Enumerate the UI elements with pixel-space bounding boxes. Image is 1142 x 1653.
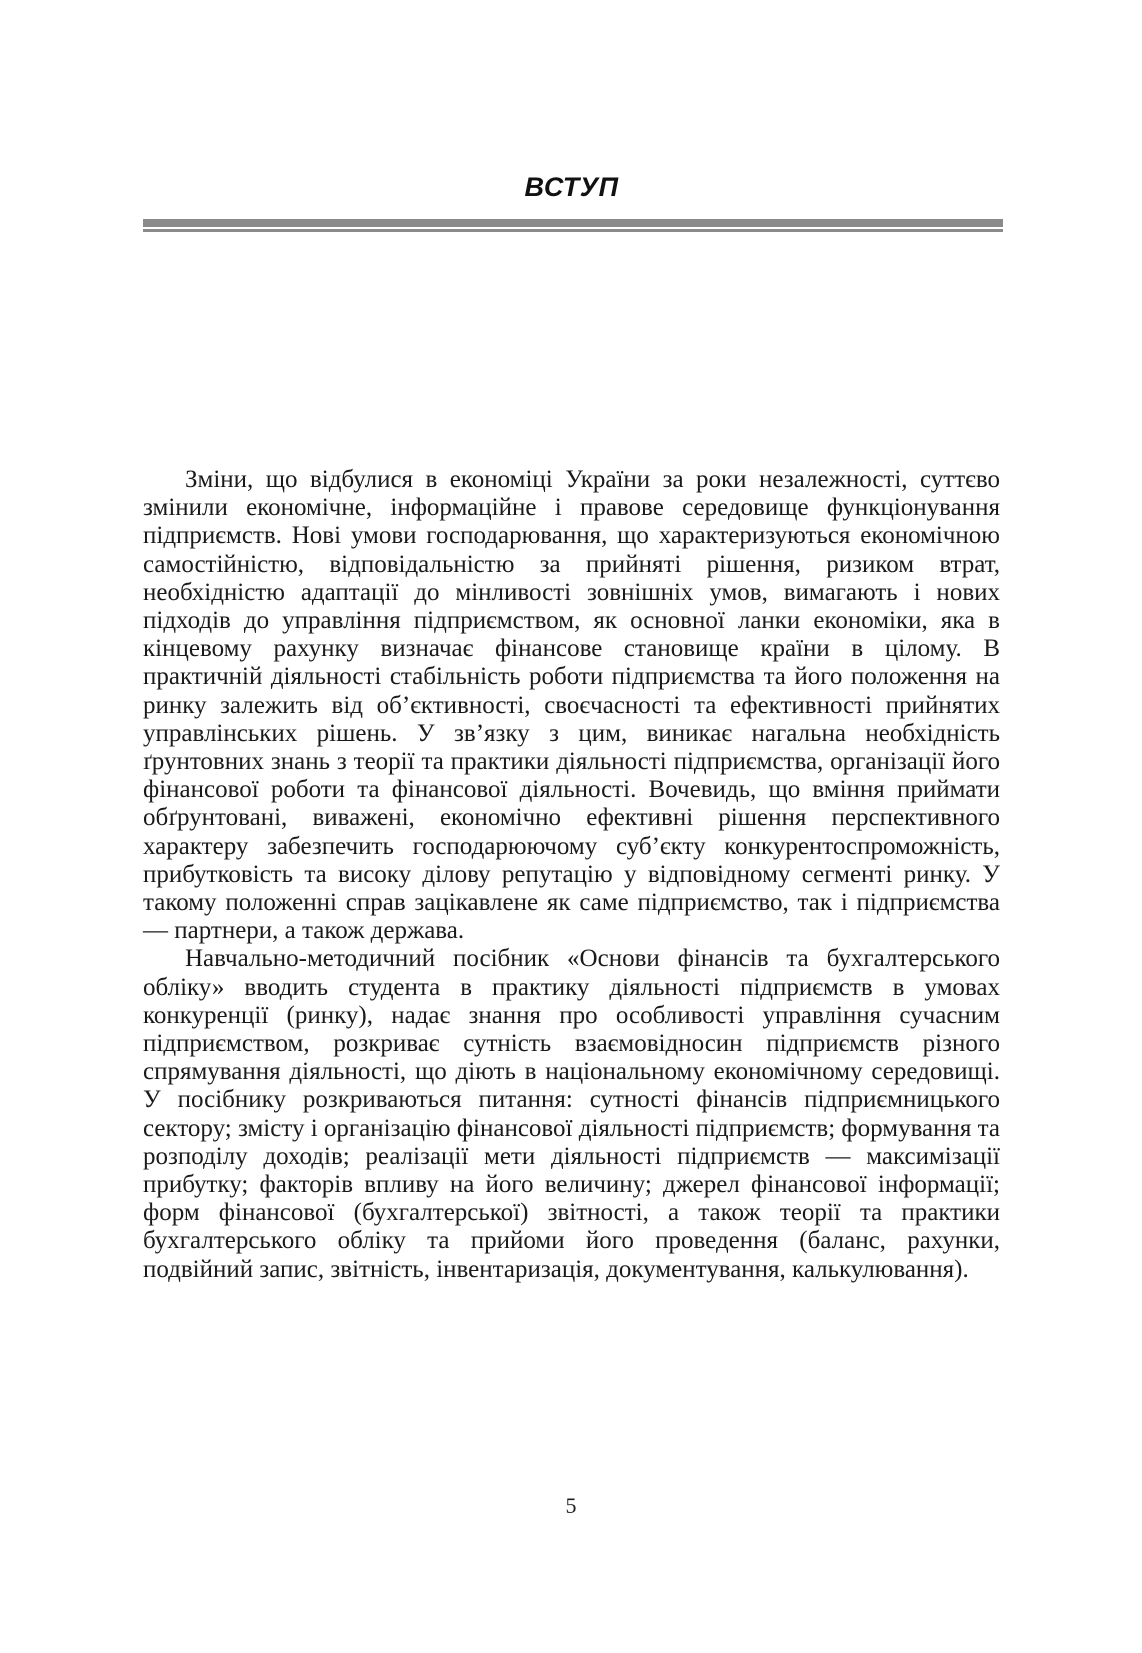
title-divider-thick	[143, 219, 1003, 227]
paragraph-2: Навчально-методичний посібник «Основи фінансів та бухгалтерського обліку» вводить студента в практику діяльності підприємств в умовах конкуренції (ринку), надає знання про особливості управління сучасним підприємством, розкриває сутність взаємовідносин підприємств різного спрямування діяльності, що діють в національному економічному середовищі. У посібнику розкриваються питання: сутності фінансів підприємницького сектору; змісту і організацію фінансової діяльності підприємств; формування та розподілу доходів; реалізації мети діяльності підприємств — максимізації прибутку; факторів впливу на його величину; джерел фінансової інформації; форм фінансової (бухгалтерської) звітності, а також теорії та практики бухгалтерського обліку та прийоми його проведення (баланс, рахунки, подвійний запис, звітність, інвентаризація, документування, калькулювання).	[143, 945, 1000, 1283]
body-text	[143, 466, 1000, 1284]
chapter-title: ВСТУП	[524, 172, 619, 202]
page-number: 5	[565, 1493, 577, 1518]
title-divider-thin	[143, 229, 1003, 232]
paragraph-1: Зміни, що відбулися в економіці України за роки незалежності, суттєво змінили економічне, інформаційне і правове середовище функціонування підприємств. Нові умови господарювання, що характеризуються економічною самостійністю, відповідальністю за прийняті рішення, ризиком втрат, необхідністю адаптації до мінливості зовнішніх умов, вимагають і нових підходів до управління підприємством, як основної ланки економіки, яка в кінцевому рахунку визначає фінансове становище країни в цілому. В практичній діяльності стабільність роботи підприємства та його положення на ринку залежить від об’єктивності, своєчасності та ефективності прийнятих управлінських рішень. У зв’язку з цим, виникає нагальна необхідність ґрунтовних знань з теорії та практики діяльності підприємства, організації його фінансової роботи та фінансової діяльності. Вочевидь, що вміння приймати обґрунтовані, виважені, економічно ефективні рішення перспективного характеру забезпечить господарюючому суб’єкту конкурентоспроможність, прибутковість та високу ділову репутацію у відповідному сегменті ринку. У такому положенні справ зацікавлене як саме підприємство, так і підприємства — партнери, а також держава.	[143, 466, 1000, 945]
